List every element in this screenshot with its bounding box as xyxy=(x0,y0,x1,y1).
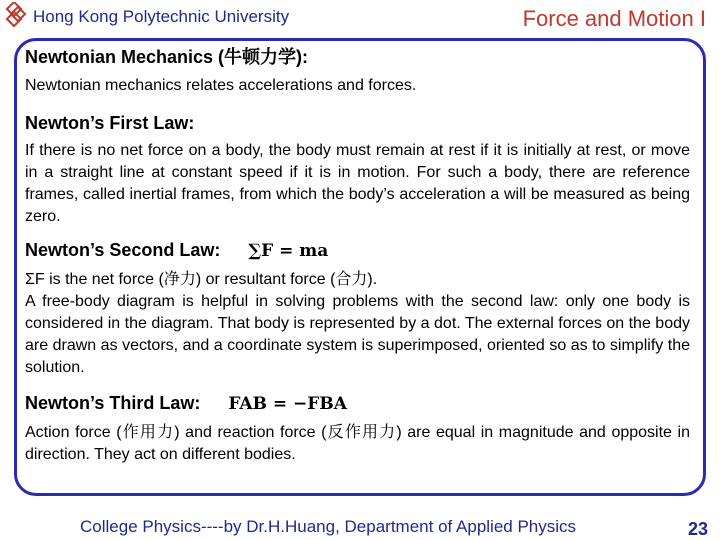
university-name: Hong Kong Polytechnic University xyxy=(33,7,290,26)
slide-title: Force and Motion I xyxy=(522,6,706,31)
third-law-heading-row xyxy=(25,393,690,414)
second-law-text: A free-body diagram is helpful in solving problems with the second law: only one body is considered in the diagram. That body is represented by a dot. The external forces on the body are drawn as vectors, and a coordinate system is superimposed, oriented so as to simplify the solution. xyxy=(25,293,690,376)
net-force-text: ΣF is the net force (净力) or resultant force (合力). xyxy=(25,271,378,288)
newtonian-mechanics-text: Newtonian mechanics relates accelerations and forces. xyxy=(25,77,417,94)
heading-third-law: Newton’s Third Law: xyxy=(25,393,201,413)
third-law-equation: FAB = −FBA xyxy=(228,393,347,414)
page-number: 23 xyxy=(687,519,708,539)
heading-second-law: Newton’s Second Law: xyxy=(25,240,221,260)
second-law-equation: ∑F = ma xyxy=(248,240,329,261)
heading-newtonian-mechanics: Newtonian Mechanics (牛顿力学): xyxy=(25,47,309,67)
slide-content xyxy=(25,43,690,466)
heading-first-law: Newton’s First Law: xyxy=(25,113,195,133)
third-law-text: Action force (作用力) and reaction force (反作用力) are equal in magnitude and opposite in direction. They act on different bodies. xyxy=(25,424,690,463)
footer-credit: College Physics----by Dr.H.Huang, Department of Applied Physics xyxy=(80,517,577,536)
university-logo xyxy=(2,2,30,30)
second-law-heading-row xyxy=(25,240,690,261)
first-law-text: If there is no net force on a body, the body must remain at rest if it is initially at rest, or move in a straight line at constant speed if it is in motion. For such a body, there are reference frames, called inertial frames, from which the body’s acceleration a will be measured as being zero. xyxy=(25,142,690,225)
